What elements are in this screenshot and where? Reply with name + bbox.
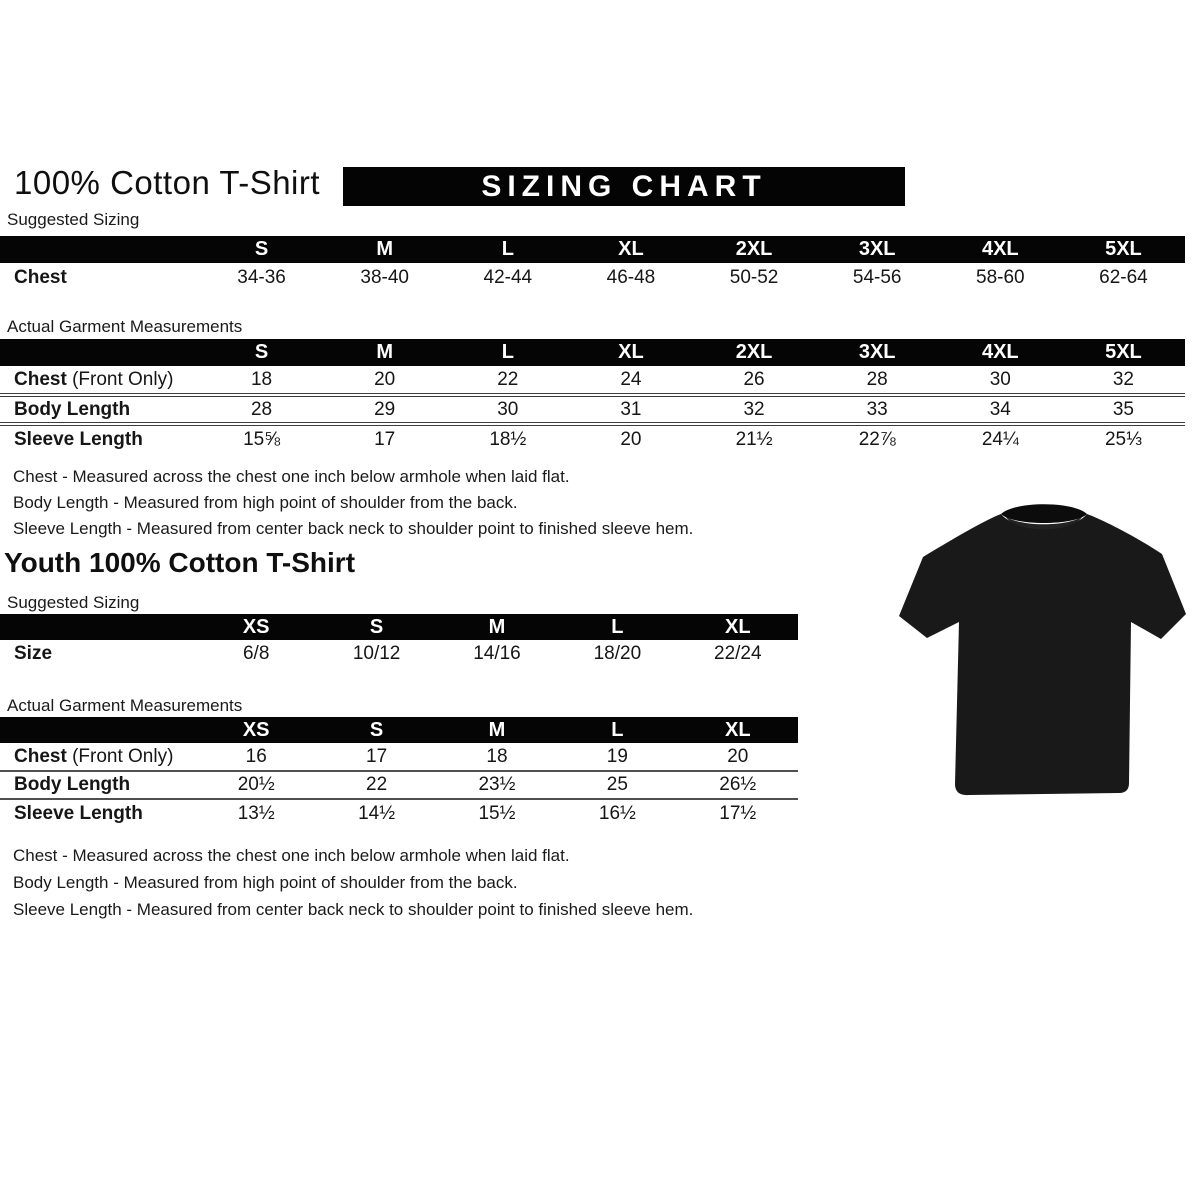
youth-actual-table bbox=[0, 717, 798, 827]
size-value: 31 bbox=[569, 395, 692, 424]
column-header: S bbox=[200, 236, 323, 263]
size-value: 20 bbox=[569, 424, 692, 453]
note-line: Sleeve Length - Measured from center back neck to shoulder point to finished sleeve hem. bbox=[13, 519, 694, 538]
header-row bbox=[0, 236, 1185, 263]
row-label-chest: Chest (Front Only) bbox=[14, 368, 174, 390]
youth-suggested-table bbox=[0, 614, 798, 668]
column-header: L bbox=[557, 717, 677, 743]
column-header: 3XL bbox=[816, 236, 939, 263]
size-value: 46-48 bbox=[606, 266, 656, 288]
size-value: 18 bbox=[486, 745, 508, 767]
size-value: 17 bbox=[366, 745, 388, 767]
table-row bbox=[0, 743, 798, 771]
size-value: 54-56 bbox=[852, 266, 902, 288]
row-label-sleeve-length: Sleeve Length bbox=[0, 424, 200, 453]
note-line: Chest - Measured across the chest one inch below armhole when laid flat. bbox=[13, 846, 570, 865]
row-label-body-length: Body Length bbox=[0, 395, 200, 424]
youth-section-title: Youth 100% Cotton T-Shirt bbox=[4, 547, 356, 578]
page-title: 100% Cotton T-Shirt bbox=[14, 164, 321, 201]
size-value: 28 bbox=[866, 368, 888, 390]
column-header: XL bbox=[678, 717, 798, 743]
column-header: XL bbox=[569, 236, 692, 263]
column-header: S bbox=[200, 339, 323, 366]
row-label-chest: Chest (Front Only) bbox=[14, 745, 174, 767]
sizing-chart-banner: SIZING CHART bbox=[343, 167, 905, 206]
column-header: L bbox=[557, 614, 677, 640]
adult-suggested-table bbox=[0, 236, 1185, 292]
size-value: 16½ bbox=[557, 799, 677, 827]
size-value: 20½ bbox=[196, 771, 316, 799]
size-value: 28 bbox=[200, 395, 323, 424]
size-value: 32 bbox=[1112, 368, 1134, 390]
row-label-body-length: Body Length bbox=[0, 771, 196, 799]
size-value: 21½ bbox=[693, 424, 816, 453]
size-value: 20 bbox=[727, 745, 749, 767]
size-value: 25 bbox=[557, 771, 677, 799]
column-header: 5XL bbox=[1062, 339, 1185, 366]
adult-measurement-notes bbox=[13, 464, 693, 542]
note-line: Chest - Measured across the chest one inch below armhole when laid flat. bbox=[13, 467, 570, 486]
size-value: 13½ bbox=[196, 799, 316, 827]
size-value: 22 bbox=[316, 771, 436, 799]
size-value: 6/8 bbox=[242, 643, 270, 664]
youth-suggested-label: Suggested Sizing bbox=[7, 593, 140, 612]
black-tshirt-icon bbox=[893, 496, 1195, 804]
size-value: 18/20 bbox=[593, 643, 642, 664]
size-value: 16 bbox=[245, 745, 267, 767]
column-header: M bbox=[437, 614, 557, 640]
size-value: 22/24 bbox=[714, 643, 762, 664]
column-header: 4XL bbox=[939, 339, 1062, 366]
size-value: 22⅞ bbox=[816, 424, 939, 453]
table-row bbox=[0, 640, 798, 668]
size-value: 38-40 bbox=[360, 266, 409, 288]
size-value: 34 bbox=[939, 395, 1062, 424]
column-header: XL bbox=[569, 339, 692, 366]
size-value: 26 bbox=[743, 368, 765, 390]
size-value: 15½ bbox=[437, 799, 557, 827]
column-header: XL bbox=[678, 614, 798, 640]
note-line: Body Length - Measured from high point of shoulder from the back. bbox=[13, 493, 518, 512]
adult-suggested-label: Suggested Sizing bbox=[7, 210, 140, 229]
corner-cell bbox=[0, 236, 200, 263]
column-header: M bbox=[323, 236, 446, 263]
column-header: 4XL bbox=[939, 236, 1062, 263]
size-value: 24 bbox=[620, 368, 642, 390]
youth-measurement-notes bbox=[13, 842, 693, 923]
row-label-size: Size bbox=[14, 643, 53, 664]
size-value: 32 bbox=[693, 395, 816, 424]
size-value: 42-44 bbox=[483, 266, 533, 288]
adult-actual-table bbox=[0, 339, 1185, 453]
size-value: 24¼ bbox=[939, 424, 1062, 453]
size-value: 18½ bbox=[446, 424, 569, 453]
note-line: Sleeve Length - Measured from center back neck to shoulder point to finished sleeve hem. bbox=[13, 900, 694, 919]
size-value: 25⅓ bbox=[1062, 424, 1185, 453]
header-row bbox=[0, 339, 1185, 366]
size-value: 18 bbox=[250, 368, 273, 390]
column-header: S bbox=[316, 614, 436, 640]
table-row bbox=[0, 263, 1185, 292]
note-line: Body Length - Measured from high point of shoulder from the back. bbox=[13, 873, 518, 892]
adult-actual-label: Actual Garment Measurements bbox=[7, 317, 243, 336]
table-row bbox=[0, 395, 1185, 424]
corner-cell bbox=[0, 339, 200, 366]
column-header: 2XL bbox=[693, 236, 816, 263]
size-value: 50-52 bbox=[729, 266, 779, 288]
size-value: 58-60 bbox=[976, 266, 1025, 288]
size-value: 26½ bbox=[678, 771, 798, 799]
size-value: 33 bbox=[816, 395, 939, 424]
size-value: 19 bbox=[606, 745, 628, 767]
column-header: 2XL bbox=[693, 339, 816, 366]
column-header: XS bbox=[196, 614, 316, 640]
size-value: 14/16 bbox=[473, 643, 521, 664]
row-label-chest: Chest bbox=[14, 266, 67, 288]
column-header: 5XL bbox=[1062, 236, 1185, 263]
size-value: 17½ bbox=[678, 799, 798, 827]
size-value: 30 bbox=[446, 395, 569, 424]
header-row bbox=[0, 717, 798, 743]
size-value: 62-64 bbox=[1099, 266, 1148, 288]
tshirt-photo bbox=[893, 496, 1195, 804]
size-value: 30 bbox=[989, 368, 1011, 390]
size-value: 14½ bbox=[316, 799, 436, 827]
corner-cell bbox=[0, 614, 196, 640]
size-value: 15⅝ bbox=[200, 424, 323, 453]
row-label-sleeve-length: Sleeve Length bbox=[0, 799, 196, 827]
column-header: XS bbox=[196, 717, 316, 743]
column-header: S bbox=[316, 717, 436, 743]
size-value: 17 bbox=[323, 424, 446, 453]
table-row bbox=[0, 799, 798, 827]
size-value: 29 bbox=[323, 395, 446, 424]
size-value: 10/12 bbox=[352, 643, 401, 664]
column-header: M bbox=[323, 339, 446, 366]
table-row bbox=[0, 366, 1185, 395]
column-header: M bbox=[437, 717, 557, 743]
size-value: 22 bbox=[497, 368, 519, 390]
corner-cell bbox=[0, 717, 196, 743]
column-header: L bbox=[446, 339, 569, 366]
table-row bbox=[0, 424, 1185, 453]
size-value: 35 bbox=[1062, 395, 1185, 424]
size-value: 23½ bbox=[437, 771, 557, 799]
column-header: L bbox=[446, 236, 569, 263]
size-value: 34-36 bbox=[237, 266, 286, 288]
table-row bbox=[0, 771, 798, 799]
column-header: 3XL bbox=[816, 339, 939, 366]
header-row bbox=[0, 614, 798, 640]
youth-actual-label: Actual Garment Measurements bbox=[7, 696, 243, 715]
size-value: 20 bbox=[374, 368, 396, 390]
